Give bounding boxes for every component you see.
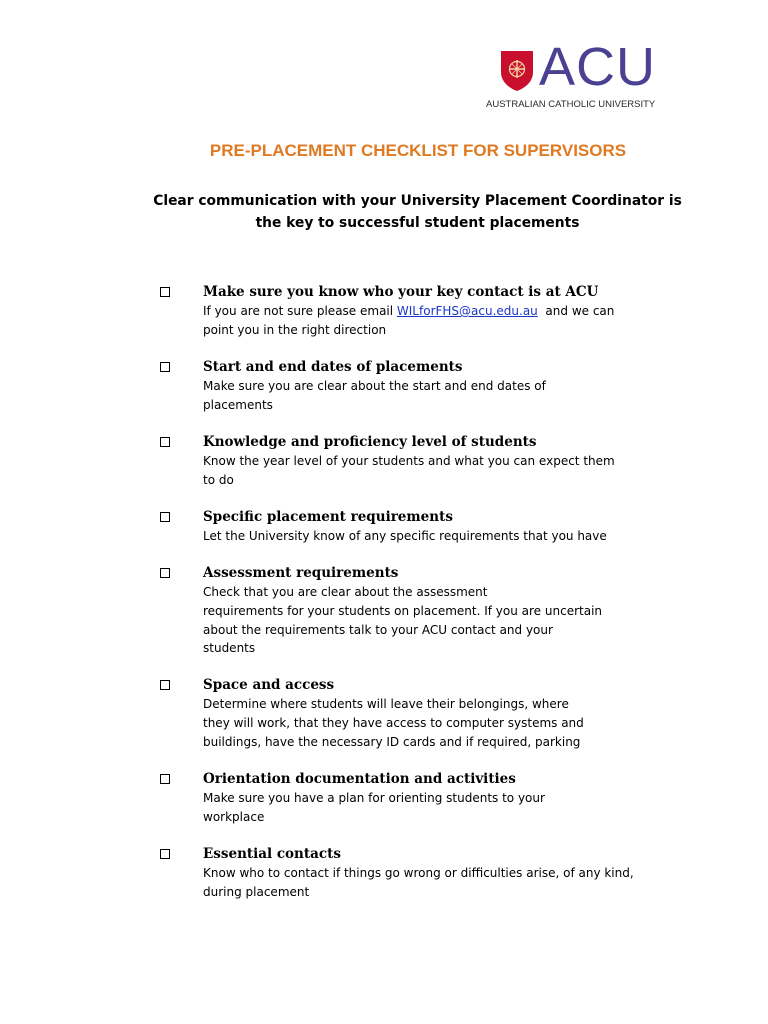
item-heading: Make sure you know who your key contact is at ACU — [203, 284, 599, 300]
checkbox[interactable] — [160, 362, 170, 372]
logo-subtitle: AUSTRALIAN CATHOLIC UNIVERSITY — [486, 99, 656, 110]
checkbox[interactable] — [160, 680, 170, 690]
item-body — [203, 583, 628, 658]
checkbox[interactable] — [160, 287, 170, 297]
item-body — [203, 864, 634, 902]
checkbox[interactable] — [160, 437, 170, 447]
item-body — [203, 527, 628, 546]
checkbox[interactable] — [160, 849, 170, 859]
item-line: to do — [203, 472, 234, 487]
acu-logo — [486, 37, 668, 112]
item-line — [203, 302, 628, 321]
page-subtitle — [150, 190, 685, 234]
item-line: during placement — [203, 884, 310, 899]
checklist-item-space-access — [158, 676, 628, 751]
item-line: Know the year level of your students and what you can expect them — [203, 454, 615, 468]
checklist-item-proficiency — [158, 433, 628, 490]
item-text: and we can — [537, 304, 615, 318]
item-heading: Assessment requirements — [203, 565, 399, 581]
item-line: about the requirements talk to your ACU contact and your — [203, 622, 553, 637]
item-line: workplace — [203, 809, 265, 824]
item-line: buildings, have the necessary ID cards and if required, parking — [203, 734, 581, 749]
checklist-item-orientation — [158, 770, 628, 827]
checklist-item-key-contact — [158, 283, 628, 340]
item-body — [203, 377, 628, 415]
item-body — [203, 302, 628, 340]
item-heading: Start and end dates of placements — [203, 359, 463, 375]
logo-wordmark: ACU — [539, 37, 657, 97]
item-line: students — [203, 641, 256, 656]
checkbox[interactable] — [160, 568, 170, 578]
shield-icon — [500, 50, 534, 92]
checkbox[interactable] — [160, 512, 170, 522]
item-heading: Space and access — [203, 677, 335, 693]
item-line: Check that you are clear about the assessment — [203, 585, 488, 599]
checklist-item-specific-requirements — [158, 508, 628, 546]
page-title: PRE-PLACEMENT CHECKLIST FOR SUPERVISORS — [209, 141, 627, 160]
item-heading: Knowledge and proficiency level of students — [203, 434, 537, 450]
item-text: If you are not sure please email — [203, 304, 397, 318]
checklist-item-dates — [158, 358, 628, 415]
subtitle-line-1: Clear communication with your University Placement Coordinator is — [153, 193, 682, 209]
item-line: Know who to contact if things go wrong or difficulties arise, of any kind, — [203, 866, 634, 880]
item-line: requirements for your students on placement. If you are uncertain — [203, 603, 603, 618]
item-line: Make sure you have a plan for orienting students to your — [203, 791, 545, 805]
item-heading: Orientation documentation and activities — [203, 771, 516, 787]
item-body — [203, 452, 628, 490]
item-line: placements — [203, 397, 273, 412]
item-line: Determine where students will leave their belongings, where — [203, 697, 569, 711]
item-line: Let the University know of any specific requirements that you have — [203, 529, 607, 543]
item-line: they will work, that they have access to computer systems and — [203, 715, 584, 730]
subtitle-line-2: the key to successful student placements — [255, 215, 580, 231]
checklist-item-contacts — [158, 845, 634, 902]
email-link[interactable]: WILforFHS@acu.edu.au — [396, 304, 538, 318]
item-heading: Essential contacts — [203, 846, 341, 862]
item-line: Make sure you are clear about the start and end dates of — [203, 379, 546, 393]
item-line: point you in the right direction — [203, 322, 387, 337]
item-body — [203, 695, 628, 751]
item-heading: Specific placement requirements — [203, 509, 453, 525]
checkbox[interactable] — [160, 774, 170, 784]
item-body — [203, 789, 628, 827]
checklist-item-assessment — [158, 564, 628, 658]
